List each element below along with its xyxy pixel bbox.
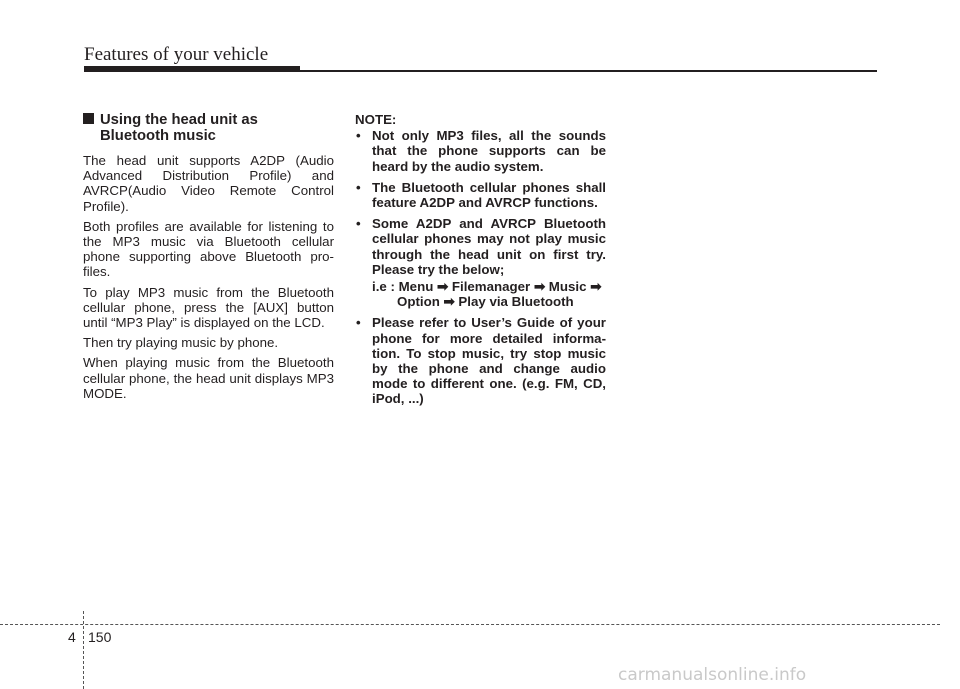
bullet-dot-icon: • [356, 216, 361, 232]
footer-divider [0, 624, 940, 625]
note-bullet-text: Some A2DP and AVRCP Bluetooth cellular phones may not play music through the head unit on first try. Please try the below; [372, 216, 606, 277]
paragraph: Both profiles are available for listening to the MP3 music via Bluetooth cellular phone supporting above Bluetooth pro-files. [83, 218, 334, 280]
arrow-right-icon: ➡ [533, 279, 546, 295]
bullet-dot-icon: • [356, 128, 361, 144]
note-bullet [355, 315, 606, 406]
paragraph: The head unit supports A2DP (Audio Advanced Distribution Profile) and AVRCP(Audio Video Remote Control Profile). [83, 153, 334, 214]
note-bullet-text: The Bluetooth cellular phones shall feature A2DP and AVRCP functions. [372, 179, 606, 211]
watermark: carmanualsonline.info [618, 665, 807, 685]
section-heading [83, 112, 334, 144]
paragraph: When playing music from the Bluetooth cellular phone, the head unit displays MP3 MODE. [83, 355, 334, 401]
arrow-right-icon: ➡ [437, 279, 449, 295]
menu-path-line [355, 294, 606, 309]
section-heading-line1: Using the head unit as [100, 112, 258, 128]
page-header-title: Features of your vehicle [84, 44, 269, 65]
header-rule [300, 70, 877, 72]
menu-path-item: Filemanager [451, 279, 531, 295]
note-bullet-text: Not only MP3 files, all the sounds that the phone supports can be heard by the audio system. [372, 128, 606, 174]
note-label: NOTE: [355, 112, 397, 127]
note-bullet [355, 128, 606, 174]
paragraph: To play MP3 music from the Bluetooth cellular phone, press the [AUX] button until “MP3 Play” is displayed on the LCD. [83, 284, 334, 331]
note-bullet-text: Please refer to User’s Guide of your phone for more detailed informa-tion. To stop music, try stop music by the phone and change audio mode to different one. (e.g. FM, CD, iPod, ...) [372, 315, 606, 407]
arrow-right-icon: ➡ [443, 294, 455, 310]
menu-path-item: Option [397, 294, 440, 310]
bullet-dot-icon: • [356, 179, 361, 195]
arrow-right-icon: ➡ [590, 279, 602, 295]
page-number: 150 [88, 629, 112, 645]
menu-path-item: Play via Bluetooth [458, 294, 574, 310]
paragraph: Then try playing music by phone. [83, 335, 279, 351]
note-bullet [355, 216, 606, 277]
left-column [83, 112, 334, 406]
note-bullet [355, 180, 606, 210]
chapter-number: 4 [68, 629, 76, 645]
bullet-dot-icon: • [356, 315, 361, 331]
header-bar [84, 66, 300, 72]
footer-vertical-divider [83, 611, 84, 689]
square-bullet-icon [83, 113, 94, 124]
section-heading-line2: Bluetooth music [100, 128, 216, 144]
right-column [355, 112, 606, 413]
menu-path-prefix: i.e : Menu [372, 279, 434, 295]
menu-path-item: Music [548, 279, 587, 295]
menu-path-line [355, 279, 606, 294]
